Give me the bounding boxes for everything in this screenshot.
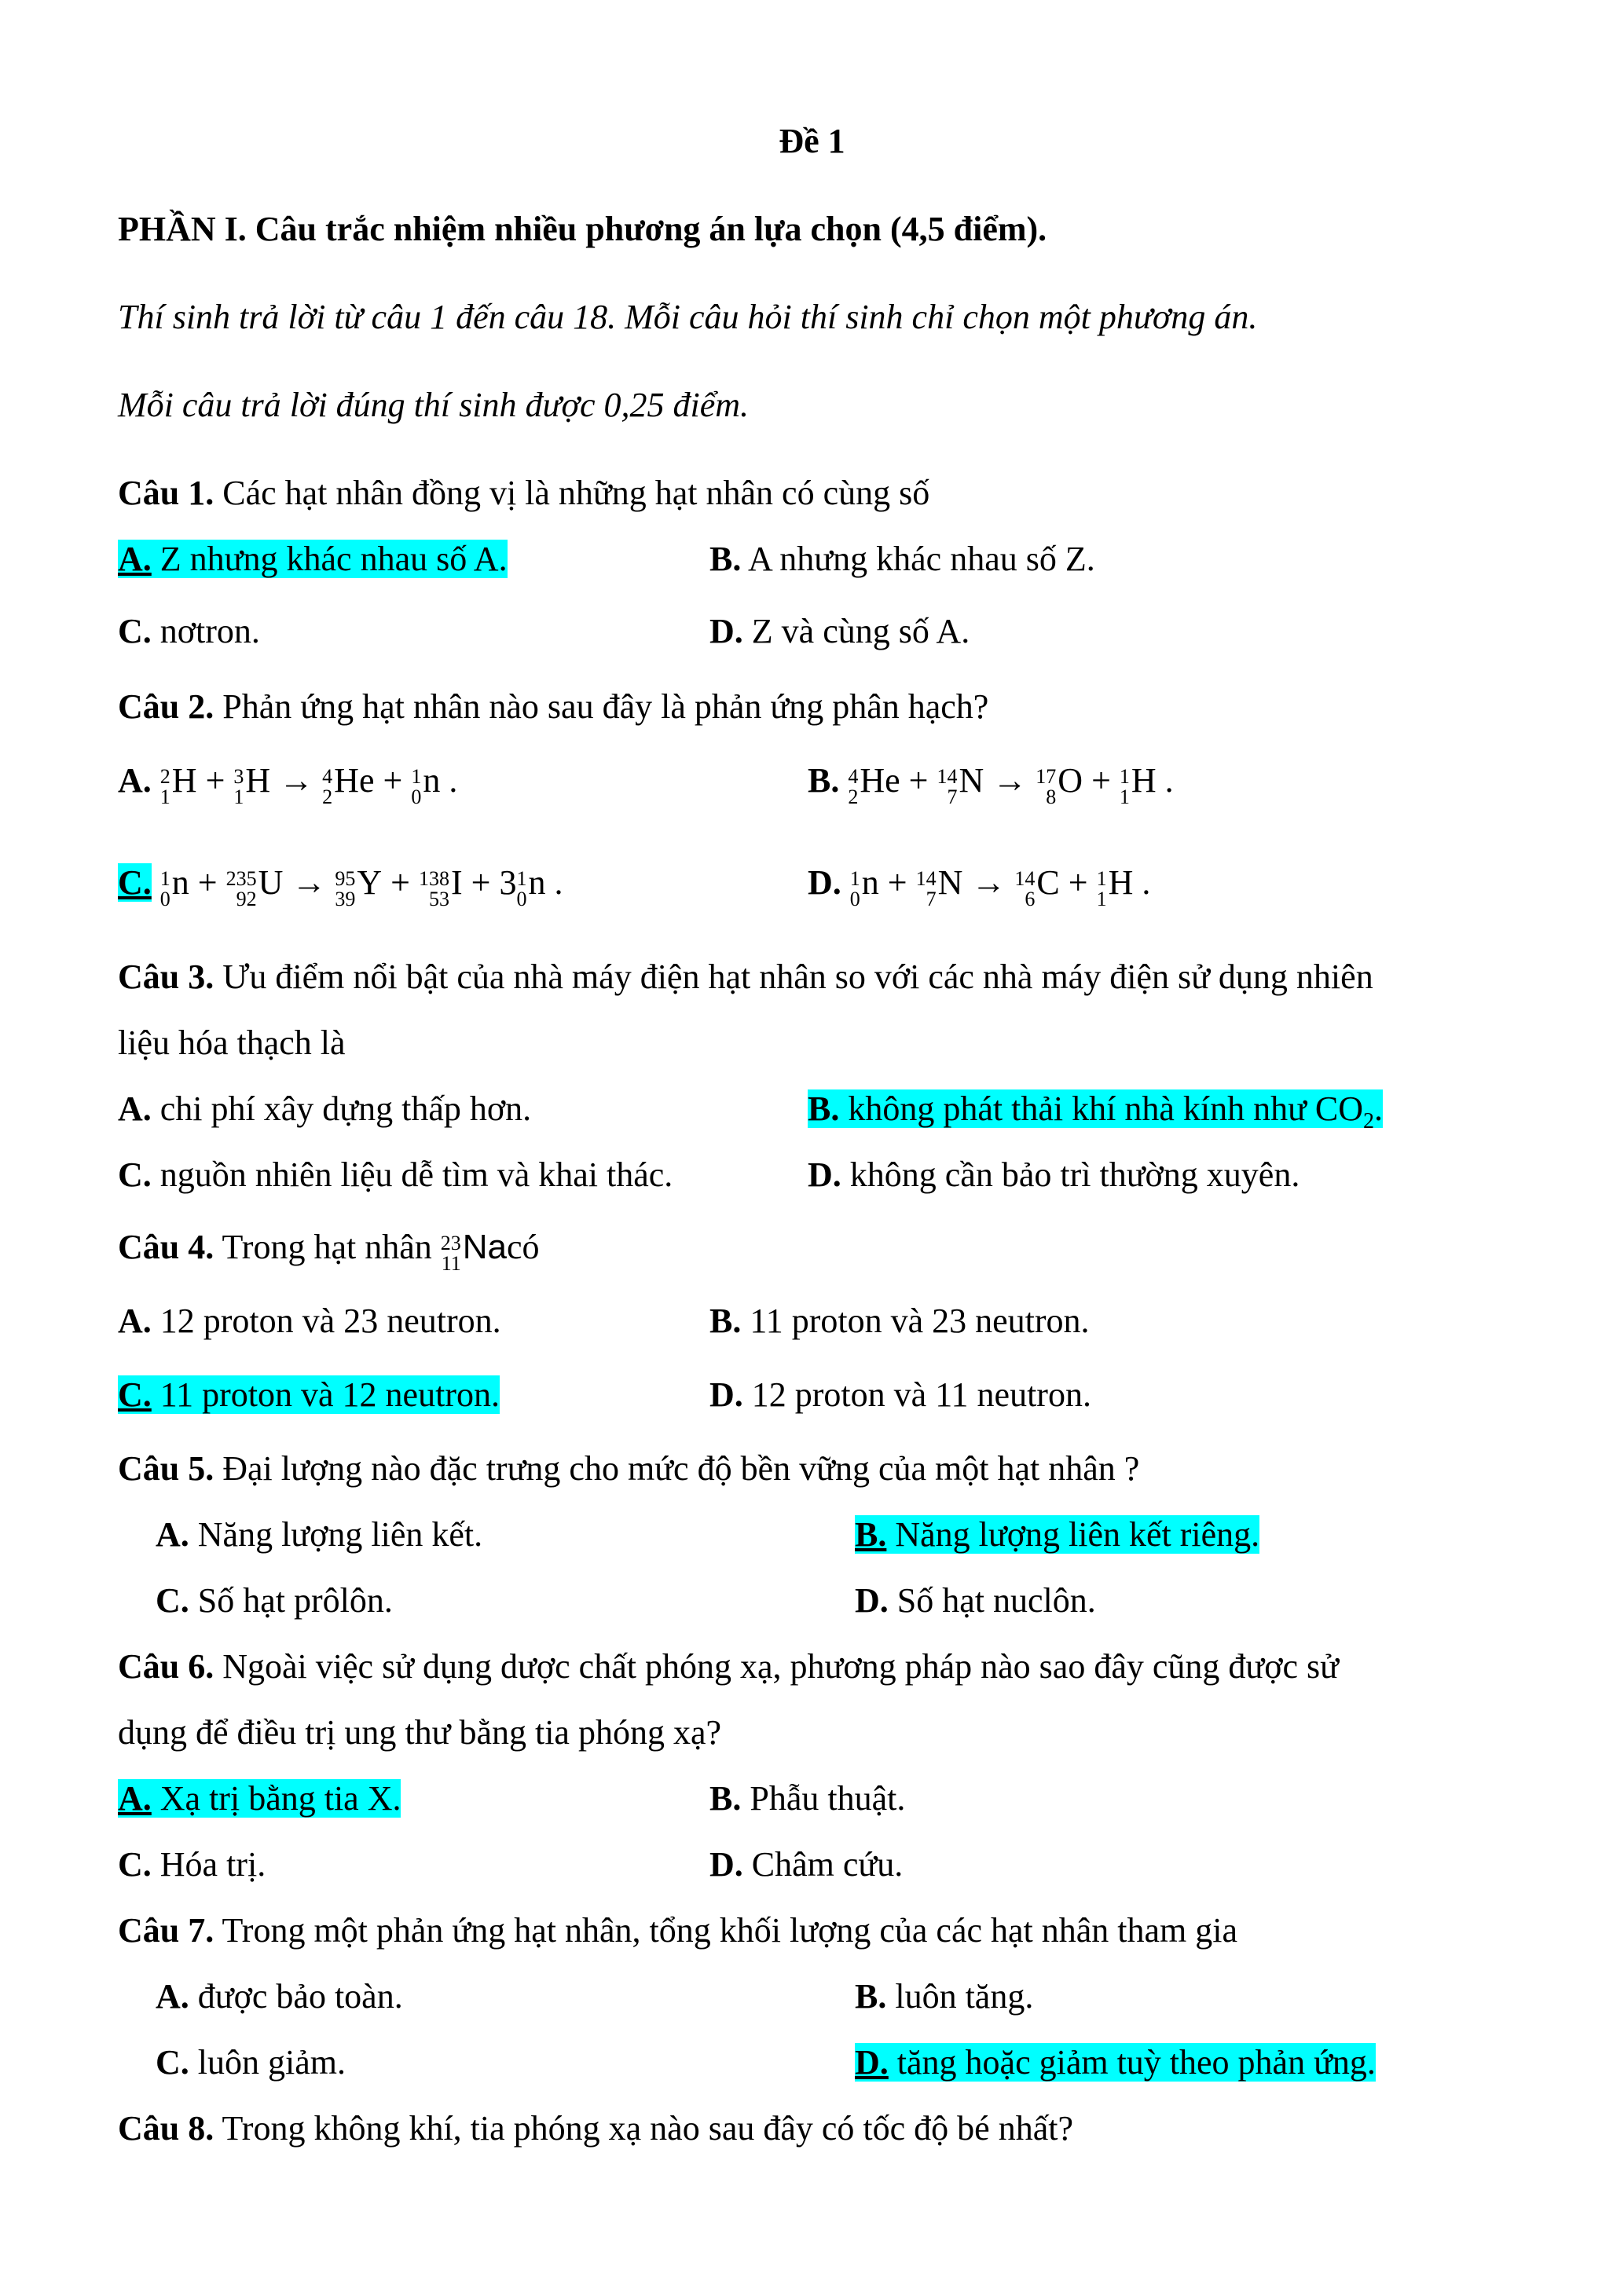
q7-option-c[interactable]: C. luôn giảm. (156, 2043, 346, 2082)
nuclide (849, 861, 879, 910)
instruction-line-1: Thí sinh trả lời từ câu 1 đến câu 18. Mỗi câu hỏi thí sinh chỉ chọn một phương án. (118, 298, 1258, 336)
equation-operator: . (1156, 761, 1174, 800)
q1-option-a[interactable]: A. Z nhưng khác nhau số A. (118, 540, 508, 578)
atomic-number: 6 (1025, 887, 1036, 910)
nuclide (848, 759, 900, 808)
equation-operator: → (283, 863, 335, 902)
element-symbol: n (861, 863, 879, 902)
equation-a (159, 761, 458, 808)
equation-operator: + (189, 863, 226, 902)
q4-option-b[interactable]: B. 11 proton và 23 neutron. (709, 1302, 1090, 1340)
question-5: Câu 5. Đại lượng nào đặc trưng cho mức độ bền vững của một hạt nhân ? (118, 1449, 1140, 1488)
element-symbol: Y (357, 863, 383, 902)
nuclide (322, 759, 375, 808)
element-symbol: n (171, 863, 189, 902)
question-7: Câu 7. Trong một phản ứng hạt nhân, tổng khối lượng của các hạt nhân tham gia (118, 1911, 1238, 1950)
nuclide (225, 861, 284, 910)
mass-number: 1 (159, 866, 170, 890)
equation-operator: + (1059, 863, 1097, 902)
q6-option-d[interactable]: D. Châm cứu. (709, 1845, 904, 1884)
element-symbol: H (171, 761, 197, 800)
equation-operator: + (382, 863, 419, 902)
q7-option-b[interactable]: B. luôn tăng. (855, 1977, 1034, 2016)
question-1: Câu 1. Các hạt nhân đồng vị là những hạt nhân có cùng số (118, 474, 930, 512)
equation-operator: → (270, 761, 323, 800)
q7-option-d[interactable]: D. tăng hoặc giảm tuỳ theo phản ứng. (855, 2043, 1376, 2082)
mass-number: 2 (159, 764, 170, 788)
element-symbol: N (937, 863, 963, 902)
q4-option-c[interactable]: C. 11 proton và 12 neutron. (118, 1375, 500, 1414)
atomic-number: 2 (848, 785, 859, 808)
element-symbol: H (245, 761, 271, 800)
element-symbol: I (451, 863, 463, 902)
equation-operator: . (440, 761, 458, 800)
q5-option-a[interactable]: A. Năng lượng liên kết. (156, 1515, 483, 1554)
element-symbol: H (1108, 863, 1134, 902)
question-4: Câu 4. Trong hạt nhân 23 11 Nacó (118, 1225, 540, 1271)
question-6-cont: dụng để điều trị ung thư bằng tia phóng xạ? (118, 1713, 722, 1752)
equation-operator: + 3 (462, 863, 517, 902)
q1-option-b[interactable]: B. A nhưng khác nhau số Z. (709, 540, 1095, 578)
atomic-number: 1 (1119, 785, 1130, 808)
mass-number: 17 (1036, 764, 1057, 788)
equation-operator: → (962, 863, 1015, 902)
equation-c (159, 863, 563, 910)
atomic-number: 92 (236, 887, 257, 910)
element-symbol: H (1131, 761, 1157, 800)
q2-option-c[interactable]: C. 1 0 n + 235 92 U → 95 39 Y + 138 53 I + 3 1 0 n . (118, 861, 563, 906)
atomic-number: 0 (411, 785, 422, 808)
nuclide (1119, 759, 1157, 808)
equation-operator: → (984, 761, 1036, 800)
mass-number: 14 (915, 866, 937, 890)
mass-number: 4 (848, 764, 859, 788)
equation-d (849, 863, 1151, 910)
atomic-number: 0 (159, 887, 170, 910)
mass-number: 14 (1014, 866, 1036, 890)
q6-option-c[interactable]: C. Hóa trị. (118, 1845, 266, 1884)
nuclide (335, 861, 383, 910)
nuclide (411, 759, 441, 808)
q4-option-d[interactable]: D. 12 proton và 11 neutron. (709, 1375, 1091, 1414)
element-symbol: He (334, 761, 375, 800)
nuclide (915, 861, 963, 910)
mass-number: 1 (849, 866, 860, 890)
q2-option-d[interactable]: D. 1 0 n + 14 7 N → 14 6 C + 1 1 H . (808, 861, 1150, 906)
sodium-nuclide: 23 11 Na (440, 1228, 507, 1275)
atomic-number: 0 (849, 887, 860, 910)
atomic-number: 39 (335, 887, 356, 910)
element-symbol: C (1036, 863, 1060, 902)
atomic-number: 0 (516, 887, 527, 910)
q5-option-c[interactable]: C. Số hạt prôlôn. (156, 1581, 393, 1620)
element-symbol: N (959, 761, 984, 800)
nuclide (419, 861, 463, 910)
nuclide (159, 861, 189, 910)
q6-option-a[interactable]: A. Xạ trị bằng tia X. (118, 1779, 401, 1818)
atomic-number: 1 (233, 785, 244, 808)
element-symbol: U (258, 863, 284, 902)
q7-option-a[interactable]: A. được bảo toàn. (156, 1977, 403, 2016)
question-8: Câu 8. Trong không khí, tia phóng xạ nào sau đây có tốc độ bé nhất? (118, 2109, 1073, 2148)
mass-number: 235 (225, 866, 257, 890)
atomic-number: 1 (159, 785, 170, 808)
mass-number: 1 (1119, 764, 1130, 788)
q3-option-b[interactable]: B. không phát thải khí nhà kính như $CO_2$. (808, 1089, 1384, 1133)
mass-number: 3 (233, 764, 244, 788)
mass-number: 1 (411, 764, 422, 788)
equation-operator: + (900, 761, 937, 800)
mass-number: 138 (419, 866, 449, 890)
equation-operator: + (374, 761, 412, 800)
equation-b (848, 761, 1174, 808)
atomic-number: 7 (926, 887, 937, 910)
atomic-number: 53 (429, 887, 449, 910)
q2-option-b[interactable]: B. 4 2 He + 14 7 N → 17 8 O + 1 1 H . (808, 759, 1174, 804)
element-symbol: He (860, 761, 900, 800)
q3-option-c[interactable]: C. nguồn nhiên liệu dễ tìm và khai thác. (118, 1155, 673, 1194)
atomic-number: 1 (1096, 887, 1107, 910)
instruction-line-2: Mỗi câu trả lời đúng thí sinh được 0,25 điểm. (118, 386, 750, 424)
mass-number: 14 (937, 764, 958, 788)
mass-number: 1 (516, 866, 527, 890)
q3-option-a[interactable]: A. chi phí xây dựng thấp hơn. (118, 1089, 532, 1128)
atomic-number: 7 (947, 785, 958, 808)
question-3: Câu 3. Ưu điểm nổi bật của nhà máy điện hạt nhân so với các nhà máy điện sử dụng nhiên (118, 958, 1373, 996)
question-6: Câu 6. Ngoài việc sử dụng dược chất phóng xạ, phương pháp nào sao đây cũng được sử (118, 1647, 1339, 1686)
question-2: Câu 2. Phản ứng hạt nhân nào sau đây là phản ứng phân hạch? (118, 687, 989, 726)
equation-operator: + (196, 761, 234, 800)
nuclide (1036, 759, 1083, 808)
q4-option-a[interactable]: A. 12 proton và 23 neutron. (118, 1302, 501, 1340)
nuclide (516, 861, 546, 910)
nuclide (159, 759, 197, 808)
equation-operator: . (545, 863, 563, 902)
element-symbol: n (528, 863, 546, 902)
question-3-cont: liệu hóa thạch là (118, 1023, 346, 1062)
nuclide (1096, 861, 1134, 910)
q1-option-c[interactable]: C. nơtron. (118, 612, 260, 650)
nuclide (233, 759, 271, 808)
q5-option-d[interactable]: D. Số hạt nuclôn. (855, 1581, 1096, 1620)
atomic-number: 2 (322, 785, 333, 808)
q6-option-b[interactable]: B. Phẫu thuật. (709, 1779, 906, 1818)
q5-option-b[interactable]: B. Năng lượng liên kết riêng. (855, 1515, 1260, 1554)
q1-option-d[interactable]: D. Z và cùng số A. (709, 612, 970, 650)
element-symbol: n (423, 761, 441, 800)
q3-option-d[interactable]: D. không cần bảo trì thường xuyên. (808, 1155, 1300, 1194)
nuclide (1014, 861, 1060, 910)
part-heading: PHẦN I. Câu trắc nhiệm nhiều phương án lựa chọn (4,5 điểm). (118, 210, 1047, 248)
element-symbol: O (1058, 761, 1083, 800)
mass-number: 4 (322, 764, 333, 788)
exam-title: Đề 1 (779, 122, 845, 160)
mass-number: 95 (335, 866, 356, 890)
mass-number: 1 (1096, 866, 1107, 890)
nuclide (937, 759, 984, 808)
atomic-number: 8 (1046, 785, 1057, 808)
equation-operator: + (878, 863, 916, 902)
equation-operator: . (1133, 863, 1151, 902)
q2-option-a[interactable]: A. 2 1 H + 3 1 H → 4 2 He + 1 0 n . (118, 759, 457, 804)
equation-operator: + (1083, 761, 1120, 800)
